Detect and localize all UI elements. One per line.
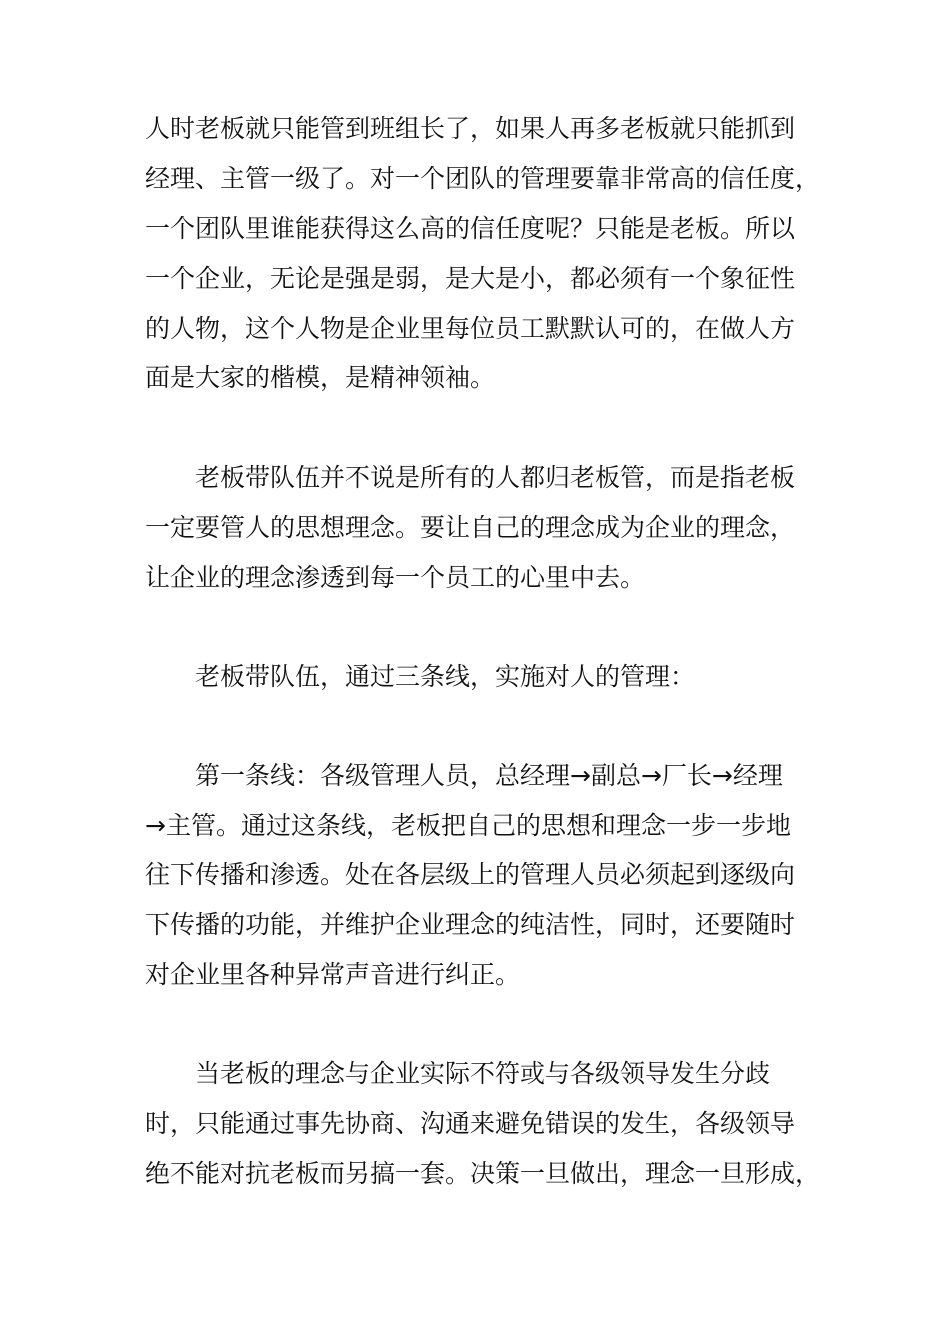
text-line: 的人物，这个人物是企业里每位员工默默认可的，在做人方 xyxy=(145,314,796,343)
text-line: 绝不能对抗老板而另搞一套。决策一旦做出，理念一旦形成， xyxy=(145,1159,821,1188)
text-line: 第一条线：各级管理人员，总经理→副总→厂长→经理 xyxy=(195,761,783,790)
text-line: 一个团队里谁能获得这么高的信任度呢？只能是老板。所以 xyxy=(145,214,796,243)
text-line: 当老板的理念与企业实际不符或与各级领导发生分歧 xyxy=(195,1059,771,1088)
text-line: 人时老板就只能管到班组长了，如果人再多老板就只能抓到 xyxy=(145,114,796,143)
text-line: 下传播的功能，并维护企业理念的纯洁性，同时，还要随时 xyxy=(145,910,796,939)
text-line: 经理、主管一级了。对一个团队的管理要靠非常高的信任度， xyxy=(145,164,821,193)
text-line: 让企业的理念渗透到每一个员工的心里中去。 xyxy=(145,563,646,592)
text-line: 面是大家的楷模，是精神领袖。 xyxy=(145,363,496,392)
text-line: 一个企业，无论是强是弱，是大是小，都必须有一个象征性 xyxy=(145,264,796,293)
text-line: 一定要管人的思想理念。要让自己的理念成为企业的理念， xyxy=(145,513,796,542)
text-line: 时，只能通过事先协商、沟通来避免错误的发生，各级领导 xyxy=(145,1109,796,1138)
text-line: 老板带队伍并不说是所有的人都归老板管，而是指老板 xyxy=(195,463,796,492)
text-line: →主管。通过这条线，老板把自己的思想和理念一步一步地 xyxy=(145,811,791,840)
text-line: 老板带队伍，通过三条线，实施对人的管理： xyxy=(195,662,696,691)
text-line: 对企业里各种异常声音进行纠正。 xyxy=(145,960,521,989)
text-line: 往下传播和渗透。处在各层级上的管理人员必须起到逐级向 xyxy=(145,860,796,889)
